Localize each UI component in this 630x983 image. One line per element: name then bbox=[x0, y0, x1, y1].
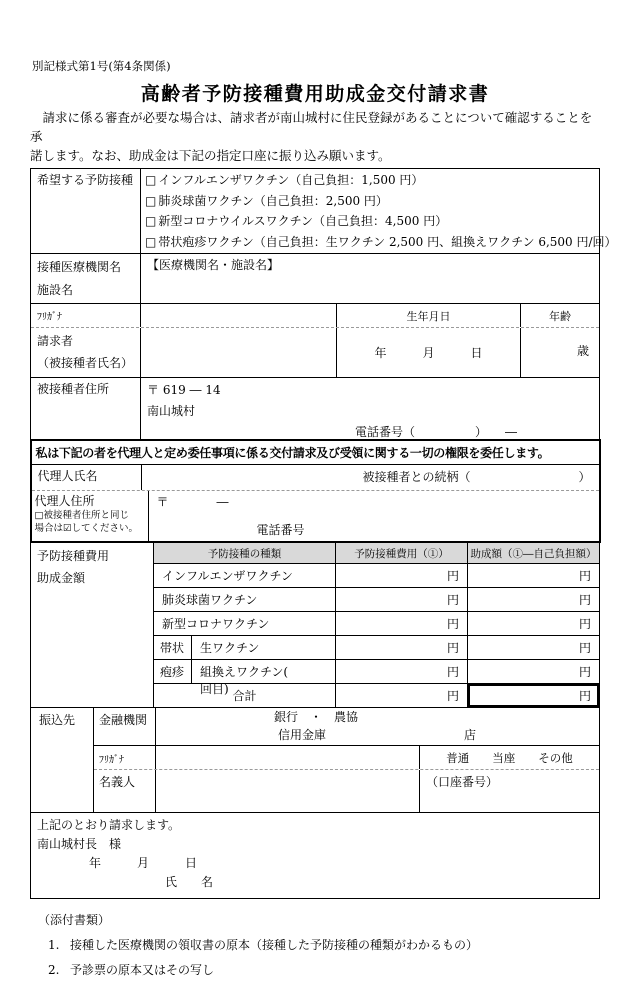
birthdate-input[interactable]: 年 月 日 bbox=[337, 328, 521, 377]
medical-institution-placeholder: 【医療機関名・施設名】 bbox=[147, 258, 280, 273]
claimant-name-label bbox=[31, 328, 141, 377]
vaccine-option-pneumococcal[interactable] bbox=[145, 191, 617, 212]
fee-subsidy-input[interactable]: 円 bbox=[578, 641, 591, 656]
agent-phone-label[interactable]: 電話番号 bbox=[256, 523, 305, 538]
checkbox-icon[interactable]: □ bbox=[145, 234, 157, 249]
signature-name-input[interactable]: 氏 名 bbox=[165, 875, 214, 890]
page-title: 高齢者予防接種費用助成金交付請求書 bbox=[140, 83, 490, 105]
attachment-item-2 bbox=[30, 958, 600, 983]
checkbox-icon[interactable]: □ bbox=[145, 173, 157, 188]
agent-address-note-2: 場合は☑してください。 bbox=[34, 523, 139, 535]
form-content bbox=[30, 58, 617, 983]
fee-cost-input[interactable]: 円 bbox=[336, 564, 468, 587]
intro-paragraph bbox=[30, 109, 600, 165]
intro-line-1: 請求に係る審査が必要な場合は、請求者が南山城村に住民登録があることについて確認することを承 bbox=[30, 110, 593, 144]
agent-name-label: 代理人氏名 bbox=[32, 465, 142, 490]
fee-row-pneumococcal bbox=[154, 588, 599, 612]
bank-transfer-body bbox=[94, 708, 599, 812]
recipient-city: 南山城村 bbox=[147, 404, 196, 419]
date-input[interactable]: 年 月 日 bbox=[89, 856, 198, 871]
age-input[interactable]: 歳 bbox=[576, 344, 589, 359]
desired-vaccination-label: 希望する予防接種 bbox=[31, 169, 141, 253]
attachments-title: （添付書類） bbox=[38, 913, 111, 928]
fee-vaccine-name: 生ワクチン bbox=[200, 641, 260, 656]
fee-vaccine-name: 肺炎球菌ワクチン bbox=[154, 588, 336, 611]
fee-label-line1: 予防接種費用 bbox=[37, 549, 110, 564]
account-type-options[interactable]: 普通 当座 その他 bbox=[419, 746, 599, 769]
bank-transfer-row bbox=[31, 707, 599, 812]
age-header: 年齢 bbox=[549, 310, 571, 324]
fee-vaccine-name: インフルエンザワクチン bbox=[154, 564, 336, 587]
fee-subsidy-input[interactable]: 円 bbox=[578, 665, 591, 680]
vaccine-option-label: 新型コロナウイルスワクチン（自己負担：4,500 円） bbox=[158, 214, 448, 229]
recipient-postal-code[interactable]: 〒 619 ― 14 bbox=[147, 383, 221, 398]
fee-subsidy-input[interactable]: 円 bbox=[578, 569, 591, 584]
medical-institution-row bbox=[31, 253, 599, 303]
fee-total-cost-input[interactable]: 円 bbox=[336, 684, 468, 707]
shingles-group-label-1: 帯状 bbox=[154, 636, 192, 659]
intro-line-2: 諾します。なお、助成金は下記の指定口座に振り込み願います。 bbox=[30, 147, 391, 163]
recipient-address-input[interactable] bbox=[141, 378, 599, 439]
bank-furigana-label: ﾌﾘｶﾞﾅ bbox=[94, 746, 156, 769]
recipient-phone-input[interactable]: 電話番号（ ） ― bbox=[355, 425, 518, 440]
fee-header-type: 予防接種の種類 bbox=[154, 543, 336, 563]
fee-vaccine-name-group bbox=[154, 636, 336, 659]
fee-header-cost: 予防接種費用（①） bbox=[336, 543, 468, 563]
request-statement: 上記のとおり請求します。 bbox=[37, 818, 181, 833]
bank-institution-input[interactable] bbox=[156, 708, 599, 745]
agent-address-label: 代理人住所 bbox=[34, 494, 95, 509]
bank-institution-label: 金融機関 bbox=[94, 708, 156, 745]
fee-cost-input[interactable]: 円 bbox=[336, 636, 468, 659]
fee-row-shingles-live bbox=[154, 636, 599, 660]
fee-header-subsidy: 助成額（①―自己負担額） bbox=[470, 547, 597, 560]
recipient-address-row bbox=[31, 377, 599, 439]
bank-furigana-input[interactable] bbox=[156, 746, 419, 769]
attachments-section bbox=[30, 908, 600, 983]
claimant-name-label-line1: 請求者 bbox=[37, 334, 74, 349]
fee-total-subsidy-input[interactable]: 円 bbox=[468, 684, 599, 707]
fee-subsidy-input[interactable]: 円 bbox=[578, 593, 591, 608]
vaccine-option-label: インフルエンザワクチン（自己負担：1,500 円） bbox=[158, 173, 424, 188]
attachment-number: 2. bbox=[48, 963, 60, 978]
claimant-furigana-label: ﾌﾘｶﾞﾅ bbox=[31, 304, 141, 327]
bank-holder-input[interactable] bbox=[156, 770, 419, 812]
account-number-input[interactable]: （口座番号） bbox=[419, 770, 599, 812]
agent-address-note-1[interactable]: □被接種者住所と同じ bbox=[34, 510, 129, 522]
fee-label-line2: 助成金額 bbox=[37, 571, 86, 586]
claimant-name-input[interactable] bbox=[141, 328, 337, 377]
recipient-address-label: 被接種者住所 bbox=[31, 378, 141, 439]
fee-cost-input[interactable]: 円 bbox=[336, 612, 468, 635]
fee-row-covid bbox=[154, 612, 599, 636]
fee-subsidy-input[interactable]: 円 bbox=[578, 617, 591, 632]
agent-name-row bbox=[32, 465, 599, 491]
claimant-header-row bbox=[31, 303, 599, 327]
bank-holder-row bbox=[94, 770, 599, 812]
fee-cost-input[interactable]: 円 bbox=[336, 588, 468, 611]
shingles-group-label-2: 疱疹 bbox=[154, 660, 192, 683]
checkbox-icon[interactable]: □ bbox=[145, 193, 157, 208]
signature-row bbox=[31, 812, 599, 898]
bank-holder-label: 名義人 bbox=[94, 770, 156, 812]
bank-institution-row bbox=[94, 708, 599, 746]
agent-address-input[interactable] bbox=[149, 491, 599, 541]
claimant-name-row bbox=[31, 327, 599, 377]
claim-form-table bbox=[30, 168, 617, 899]
vaccination-options bbox=[141, 169, 621, 253]
bank-type-options[interactable]: 銀行 ・ 農協 bbox=[274, 710, 359, 725]
agent-postal-input[interactable]: 〒 ― bbox=[156, 495, 229, 510]
fee-section-row bbox=[31, 543, 599, 707]
fee-cost-input[interactable]: 円 bbox=[336, 660, 468, 683]
fee-section-label bbox=[31, 543, 154, 707]
vaccine-option-shingles[interactable] bbox=[145, 232, 617, 253]
fee-table bbox=[154, 543, 599, 707]
bank-branch-label: 店 bbox=[464, 728, 477, 743]
delegation-section bbox=[30, 439, 601, 543]
fee-vaccine-name: 組換えワクチン( 回目) bbox=[200, 665, 337, 697]
medical-institution-label-line2: 施設名 bbox=[37, 283, 74, 298]
fee-vaccine-name: 新型コロナワクチン bbox=[154, 612, 336, 635]
vaccine-option-influenza[interactable] bbox=[145, 170, 617, 191]
form-number: 別記様式第1号(第4条関係) bbox=[32, 59, 171, 73]
attachment-text: 予診票の原本又はその写し bbox=[70, 963, 215, 978]
attachment-number: 1. bbox=[48, 938, 60, 953]
checkbox-icon[interactable]: □ bbox=[145, 214, 157, 229]
fee-row-total bbox=[154, 684, 599, 707]
bank-transfer-label: 振込先 bbox=[31, 708, 94, 812]
vaccine-option-covid[interactable] bbox=[145, 211, 617, 232]
fee-table-header bbox=[154, 543, 599, 564]
agent-relation-input[interactable]: 被接種者との続柄（ ） bbox=[362, 470, 591, 485]
vaccine-option-label: 肺炎球菌ワクチン（自己負担：2,500 円） bbox=[158, 193, 388, 208]
addressee: 南山城村長 様 bbox=[37, 837, 122, 852]
vaccine-option-label: 帯状疱疹ワクチン（自己負担：生ワクチン 2,500 円、組換えワクチン 6,500 円/回） bbox=[158, 234, 617, 249]
bank-type-shinkin[interactable]: 信用金庫 bbox=[278, 728, 327, 743]
bank-furigana-row bbox=[94, 746, 599, 770]
fee-row-influenza bbox=[154, 564, 599, 588]
medical-institution-label-line1: 接種医療機関名 bbox=[37, 260, 122, 275]
agent-address-row bbox=[32, 491, 599, 541]
birthdate-header: 生年月日 bbox=[337, 304, 521, 327]
agent-address-label-block bbox=[32, 491, 149, 541]
medical-institution-input[interactable] bbox=[141, 254, 599, 303]
delegation-statement: 私は下記の者を代理人と定め委任事項に係る交付請求及び受領に関する一切の権限を委任します。 bbox=[32, 441, 599, 465]
medical-institution-label bbox=[31, 254, 141, 303]
claimant-name-label-line2: （被接種者氏名） bbox=[37, 356, 134, 371]
signature-block bbox=[31, 813, 599, 898]
attachment-text: 接種した医療機関の領収書の原本（接種した予防接種の種類がわかるもの） bbox=[70, 938, 479, 953]
claimant-furigana-input[interactable] bbox=[141, 304, 337, 327]
fee-total-label: 合計 bbox=[154, 684, 336, 707]
attachment-item-1 bbox=[30, 933, 600, 958]
desired-vaccination-row bbox=[31, 169, 617, 253]
